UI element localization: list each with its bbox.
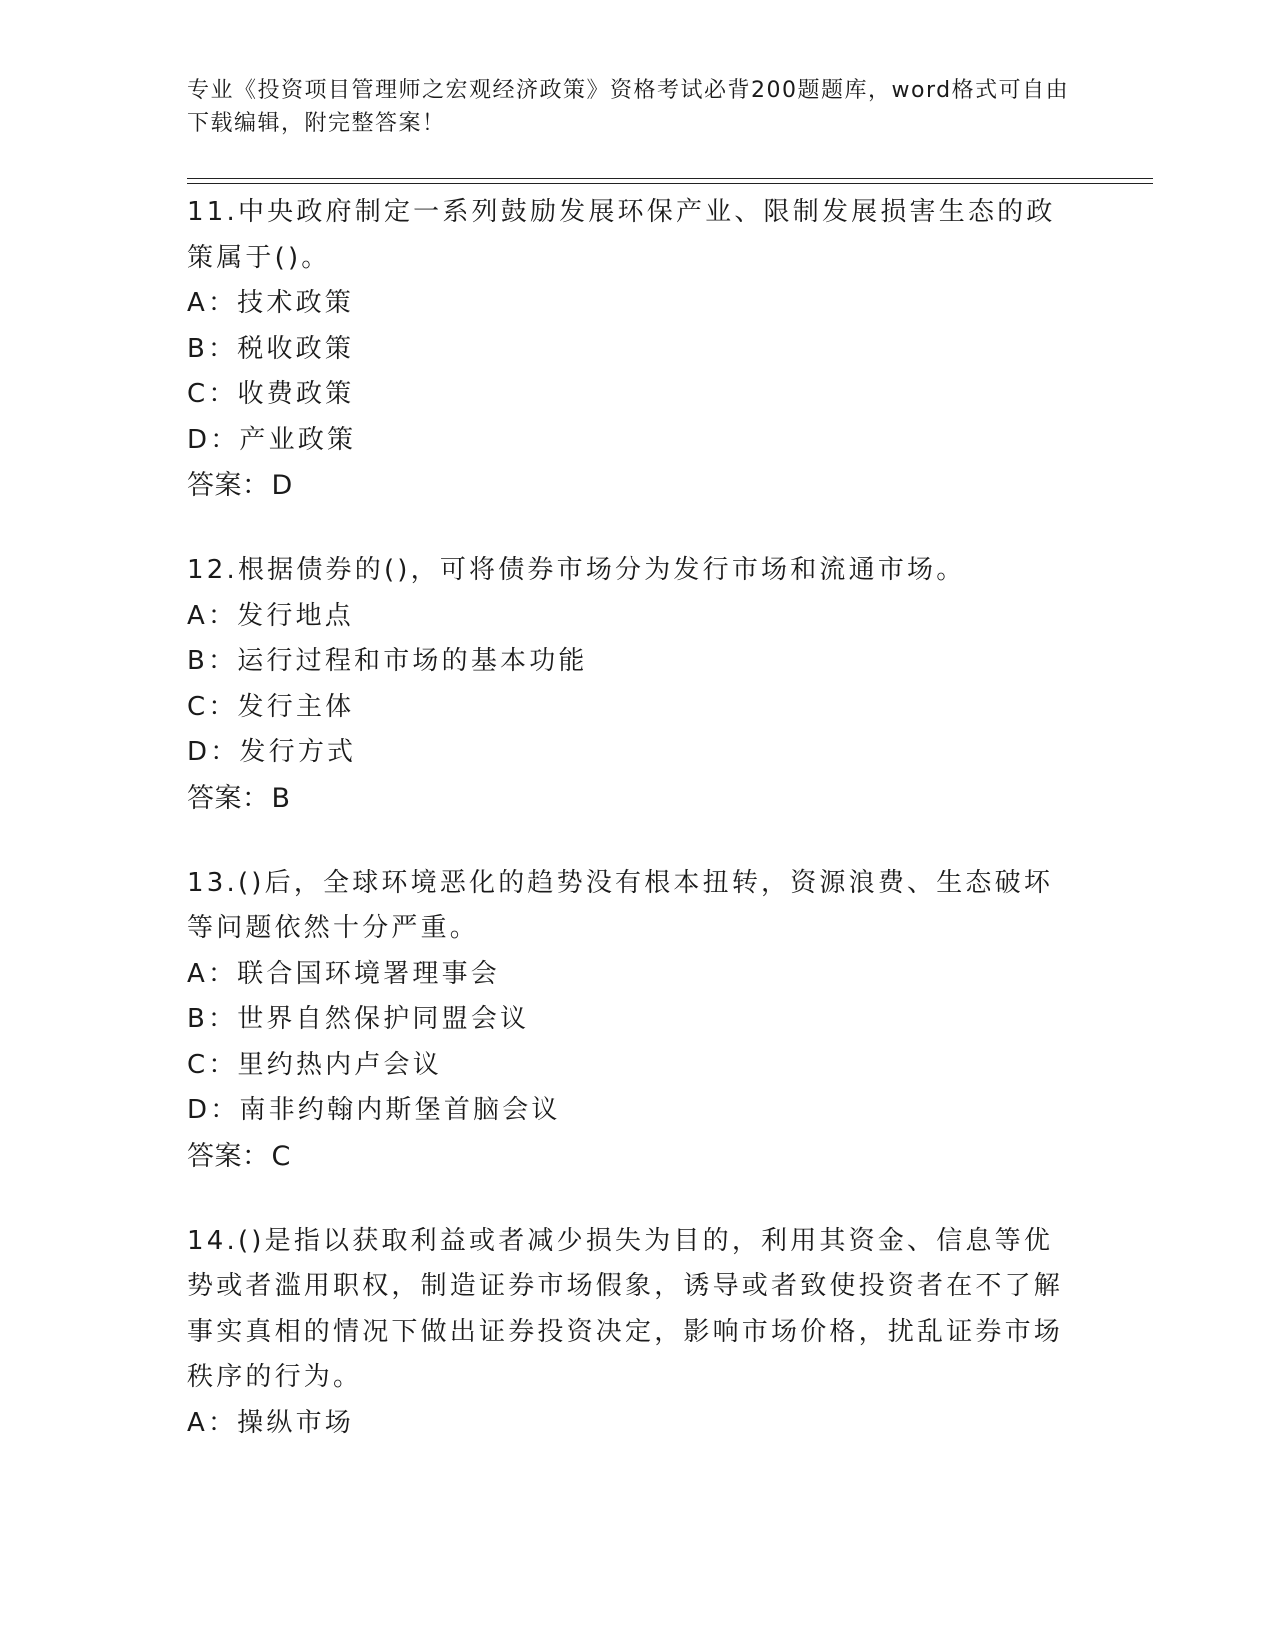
question-12 — [187, 548, 1087, 821]
option-a: A：联合国环境署理事会 — [187, 958, 500, 989]
option-a: A：技术政策 — [187, 288, 354, 318]
option-c: C：发行主体 — [187, 691, 355, 722]
question-stem: 12.根据债券的()，可将债券市场分为发行市场和流通市场。 — [187, 555, 966, 585]
option-c: C：收费政策 — [187, 379, 355, 409]
question-11 — [187, 190, 1087, 508]
document-header: 专业《投资项目管理师之宏观经济政策》资格考试必背200题题库，word格式可自由下载编辑，附完整答案！ — [187, 78, 1070, 136]
answer-label: 答案： — [187, 470, 270, 501]
answer-label: 答案： — [187, 782, 270, 814]
question-stem: 13.()后，全球环境恶化的趋势没有根本扭转，资源浪费、生态破坏等问题依然十分严重。 — [187, 867, 1054, 943]
answer-value: B — [271, 782, 291, 814]
answer-value: C — [271, 1140, 291, 1172]
answer-line — [187, 463, 1087, 508]
option-d: D：南非约翰内斯堡首脑会议 — [187, 1095, 561, 1125]
question-list — [187, 190, 1087, 1486]
option-c: C：里约热内卢会议 — [187, 1049, 442, 1080]
answer-label: 答案： — [187, 1140, 270, 1172]
option-b: B：税收政策 — [187, 333, 355, 364]
header-divider-top — [187, 178, 1153, 179]
answer-line — [187, 776, 1087, 821]
answer-value: D — [271, 470, 293, 501]
question-14 — [187, 1219, 1087, 1447]
option-d: D：产业政策 — [187, 424, 357, 455]
option-d: D：发行方式 — [187, 737, 357, 767]
option-a: A：操纵市场 — [187, 1407, 354, 1438]
option-b: B：世界自然保护同盟会议 — [187, 1004, 530, 1034]
question-stem: 14.()是指以获取利益或者减少损失为目的，利用其资金、信息等优势或者滥用职权，制造证券市场假象，诱导或者致使投资者在不了解事实真相的情况下做出证券投资决定，影响市场价格，扰乱证券市场秩序的行为。 — [187, 1225, 1064, 1392]
option-a: A：发行地点 — [187, 600, 354, 631]
question-13 — [187, 861, 1087, 1179]
option-b: B：运行过程和市场的基本功能 — [187, 646, 588, 676]
header-divider-bottom — [187, 183, 1153, 184]
question-stem: 11.中央政府制定一系列鼓励发展环保产业、限制发展损害生态的政策属于()。 — [187, 197, 1056, 273]
answer-line — [187, 1134, 1087, 1179]
